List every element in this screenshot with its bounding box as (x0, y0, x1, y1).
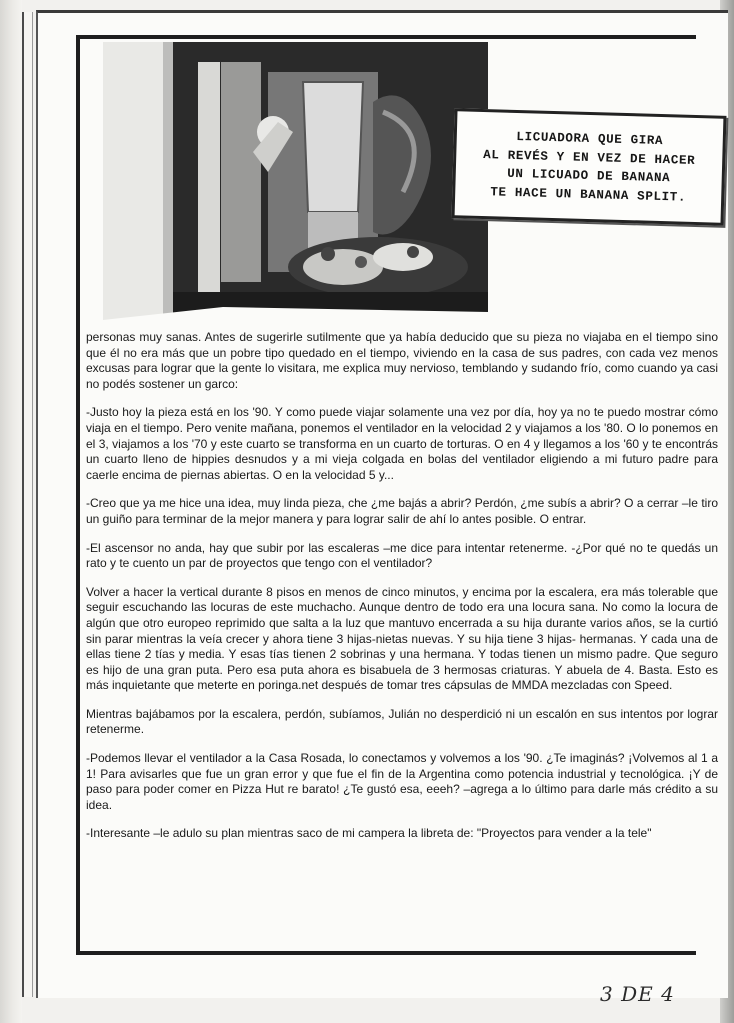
scan-left-edge (0, 0, 22, 1023)
blender-photo-illustration (103, 42, 488, 320)
caption-line: AL REVÉS Y EN VEZ DE HACER (483, 147, 696, 168)
previous-page-edge (22, 12, 33, 997)
caption-line: UN LICUADO DE BANANA (507, 166, 671, 186)
paragraph: Volver a hacer la vertical durante 8 pisos en menos de cinco minutos, y encima por la escalera, era más tolerable que seguir escuchando las locuras de este muchacho. Aunque dentro de todo era una locura sana. No como la locura de algún que otro europeo reprimido que salta a la luz que mantuvo encerrada a su hija durante varios años, se la curtió sin parar mientras la veía crecer y ahora tiene 3 hijas-nietas nuevas. Y su hija tiene 3 hijas- hermanas. Y cada una de ellas tiene 2 tías y media. Y esas tías tienen 2 sobrinas y una hermana. Y todas tienen un mismo padre. Que seguro es hijo de una gran puta. Pero esa puta ahora es bisabuela de 3 hermosas criaturas. Y abuela de 4. Basta. Esto es más inquietante que meterte en poringa.net después de tomar tres cápsulas de MMDA mezcladas con Speed. (86, 584, 718, 693)
paragraph: -Podemos llevar el ventilador a la Casa Rosada, lo conectamos y volvemos a los '90. ¿Te imaginás? ¡Volvemos al 1 a 1! Para avisarles que fue un gran error y que fue el fin de la Argentina como potencia industrial y tecnológica. ¡Y de paso para poder comer en Pizza Hut re barato! ¿Te gustó esa, eeeh? –agrega a lo último para darle más crédito a su idea. (86, 751, 718, 812)
caption-line: LICUADORA QUE GIRA (516, 129, 664, 149)
blender-photo (103, 42, 488, 320)
paragraph: Mientras bajábamos por la escalera, perdón, subíamos, Julián no desperdició ni un escalón en sus intentos por lograr retenerme. (86, 706, 718, 737)
paragraph: personas muy sanas. Antes de sugerirle sutilmente que ya había deducido que su pieza no viajaba en el tiempo sino que él no era más que un pobre tipo quedado en el tiempo, viviendo en la casa de sus padres, con cada vez menos excusas para lograr que la gente lo visitara, me explica muy nervioso, temblando y sudando frío, como cuando ya casi no podés sostener un garco: (86, 330, 718, 391)
paragraph: -Interesante –le adulo su plan mientras saco de mi campera la libreta de: "Proyectos para vender a la tele" (86, 826, 652, 841)
paragraph: -El ascensor no anda, hay que subir por las escaleras –me dice para intentar retenerme. -¿Por qué no te quedás un rato y te cuento un par de proyectos que tengo con el ventilador? (86, 540, 718, 571)
caption-line: TE HACE UN BANANA SPLIT. (490, 184, 687, 205)
paragraph: -Justo hoy la pieza está en los '90. Y como puede viajar solamente una vez por día, hoy ya no te puedo mostrar cómo viaja en el tiempo. Pero venite mañana, ponemos el ventilador en la velocidad 2 y viajamos a los '80. O lo ponemos en el 3, viajamos a los '70 y este cuarto se transforma en un cuarto de torturas. O en 4 y llegamos a los '60 y te encontrás un cuarto lleno de hippies desnudos y a mi vieja colgada en bolas del ventilador eligiendo a mi futuro padre para caerle encima de piernas abiertas. O en la velocidad 5 y... (86, 405, 718, 482)
article-body (86, 330, 718, 855)
paragraph: -Creo que ya me hice una idea, muy linda pieza, che ¿me bajás a abrir? Perdón, ¿me subís a abrir? O a cerrar –le tiro un guiño para terminar de la mejor manera y para lograr salir de ahí lo antes posible. O entrar. (86, 496, 718, 526)
caption-box (452, 108, 727, 226)
page-number-handwritten: 3 DE 4 (600, 982, 675, 1006)
